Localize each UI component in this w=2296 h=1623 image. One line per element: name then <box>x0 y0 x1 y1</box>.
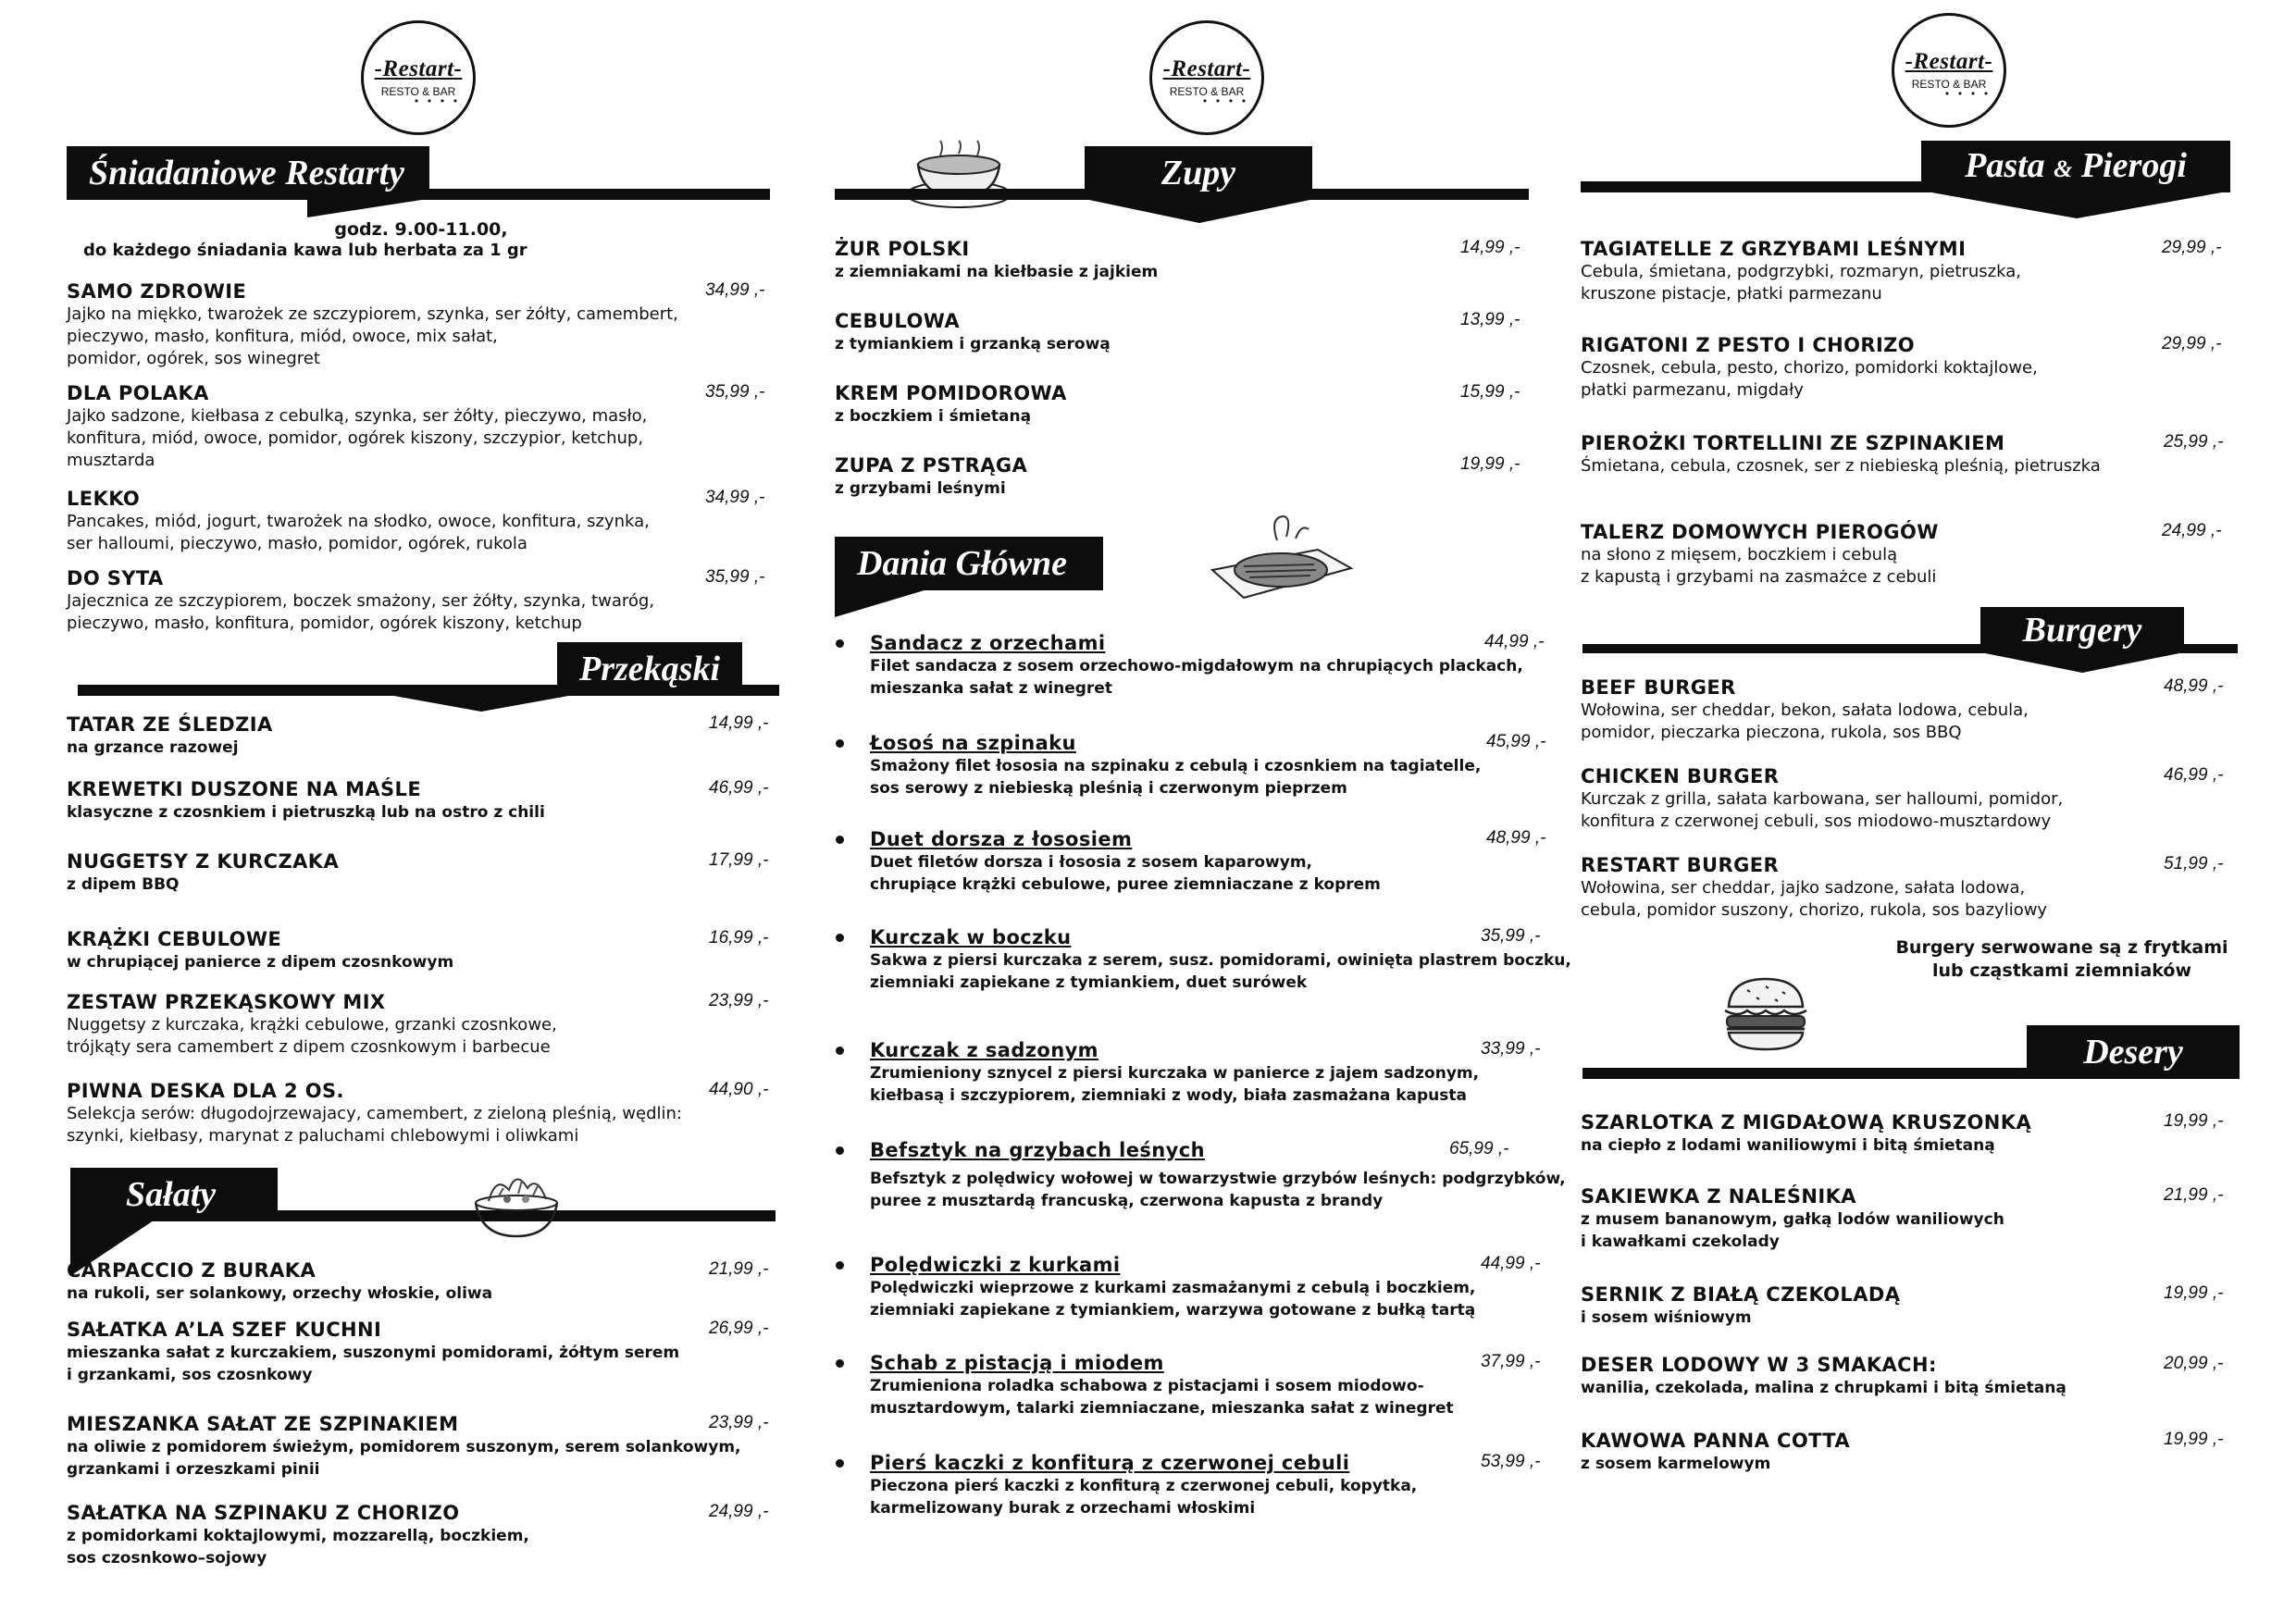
item-price: 35,99 ,- <box>705 567 765 587</box>
menu-item <box>67 1501 770 1569</box>
menu-item <box>870 925 1573 994</box>
item-price: 51,99 ,- <box>2164 854 2224 873</box>
menu-item <box>870 827 1573 896</box>
section-title-starters: Przekąski <box>557 642 742 696</box>
menu-item <box>1581 1353 2284 1399</box>
menu-item <box>67 1412 770 1481</box>
item-price: 44,90 ,- <box>709 1080 769 1099</box>
item-description: Wołowina, ser cheddar, jajko sadzone, sałata lodowa, cebula, pomidor suszony, chorizo, rukola, sos bazyliowy <box>1581 878 2048 920</box>
item-price: 34,99 ,- <box>705 488 765 507</box>
item-description: z dipem BBQ <box>67 875 180 894</box>
item-description: Filet sandacza z sosem orzechowo-migdałowym na chrupiących plackach, mieszanka sałat z winegret <box>870 657 1523 698</box>
item-description: Jajecznica ze szczypiorem, boczek smażony, ser żółty, szynka, twaróg, pieczywo, masło, konfitura, pomidor, ogórek kiszony, ketchup <box>67 591 655 633</box>
item-name: Kurczak z sadzonym <box>870 1039 1098 1061</box>
item-description: Jajko na miękko, twarożek ze szczypiorem, szynka, ser żółty, camembert, pieczywo, masło, konfitura, miód, owoce, mix sałat, pomidor, ogórek, sos winegret <box>67 304 678 368</box>
item-description: Czosnek, cebula, pesto, chorizo, pomidorki koktajlowe, płatki parmezanu, migdały <box>1581 358 2038 400</box>
item-name: TATAR ZE ŚLEDZIA <box>67 713 273 736</box>
logo-subtitle: RESTO & BAR <box>1911 78 1987 91</box>
section-header-mains <box>835 537 1112 601</box>
breakfast-hours: godz. 9.00-11.00, <box>334 219 508 240</box>
item-description: Jajko sadzone, kiełbasa z cebulką, szynka, ser żółty, pieczywo, masło, konfitura, miód, owoce, pomidor, ogórek kiszony, szczypior, ketchup, musztarda <box>67 406 648 470</box>
menu-item <box>1581 333 2284 402</box>
item-price: 53,99 ,- <box>1481 1452 1541 1471</box>
item-description: Pancakes, miód, jogurt, twarożek na słodko, owoce, konfitura, szynka, ser halloumi, pieczywo, masło, pomidor, ogórek, rukola <box>67 512 650 553</box>
section-title-soups: Zupy <box>1085 146 1312 200</box>
item-price: 23,99 ,- <box>709 991 769 1010</box>
item-name: SAŁATKA NA SZPINAKU Z CHORIZO <box>67 1502 460 1524</box>
item-price: 45,99 ,- <box>1486 732 1546 751</box>
section-title-burgers: Burgery <box>1980 607 2184 653</box>
item-price: 65,99 ,- <box>1449 1139 1509 1158</box>
item-name: ZUPA Z PSTRĄGA <box>835 454 1028 477</box>
item-price: 48,99 ,- <box>1486 828 1546 848</box>
section-title-pasta <box>1921 141 2230 191</box>
item-price: 33,99 ,- <box>1481 1039 1541 1059</box>
item-description: z tymiankiem i grzanką serową <box>835 335 1111 353</box>
item-description: klasyczne z czosnkiem i pietruszką lub na ostro z chili <box>67 803 545 822</box>
item-price: 21,99 ,- <box>2164 1185 2224 1205</box>
item-name: Befsztyk na grzybach leśnych <box>870 1139 1205 1161</box>
column-right <box>1581 0 2296 1623</box>
item-price: 20,99 ,- <box>2164 1354 2224 1373</box>
item-price: 26,99 ,- <box>709 1319 769 1338</box>
item-price: 19,99 ,- <box>2164 1430 2224 1449</box>
item-description: w chrupiącej panierce z dipem czosnkowym <box>67 953 454 972</box>
item-price: 16,99 ,- <box>709 928 769 948</box>
menu-item <box>1581 1110 2284 1157</box>
section-title-mains: Dania Główne <box>835 537 1103 590</box>
item-price: 19,99 ,- <box>2164 1283 2224 1303</box>
logo-subtitle: RESTO & BAR <box>380 85 456 98</box>
item-description: mieszanka sałat z kurczakiem, suszonymi pomidorami, żółtym serem i grzankami, sos czosnkowy <box>67 1344 680 1384</box>
item-price: 35,99 ,- <box>1481 926 1541 946</box>
item-price: 46,99 ,- <box>2164 765 2224 785</box>
item-price: 44,99 ,- <box>1481 1254 1541 1273</box>
item-price: 19,99 ,- <box>2164 1111 2224 1131</box>
item-name: LEKKO <box>67 488 141 510</box>
item-name: CARPACCIO Z BURAKA <box>67 1259 316 1282</box>
item-name: Łosoś na szpinaku <box>870 732 1076 754</box>
menu-item <box>67 927 770 973</box>
menu-item <box>835 237 1538 283</box>
column-left <box>67 0 788 1623</box>
item-name: PIEROŻKI TORTELLINI ZE SZPINAKIEM <box>1581 432 2005 454</box>
section-header-desserts <box>1582 1025 2240 1090</box>
item-description: z musem bananowym, gałką lodów waniliowych i kawałkami czekolady <box>1581 1210 2004 1251</box>
item-price: 35,99 ,- <box>705 382 765 402</box>
item-price: 24,99 ,- <box>709 1502 769 1521</box>
item-price: 13,99 ,- <box>1460 310 1520 329</box>
restaurant-logo <box>1892 13 2006 128</box>
item-description: z ziemniakami na kiełbasie z jajkiem <box>835 263 1159 281</box>
item-name: TALERZ DOMOWYCH PIEROGÓW <box>1581 521 1939 543</box>
item-description: Smażony filet łososia na szpinaku z cebulą i czosnkiem na tagiatelle, sos serowy z niebieską pleśnią i czerwonym pieprzem <box>870 757 1482 798</box>
logo-dots: • • • • <box>413 95 461 107</box>
logo-dots: • • • • <box>1201 95 1249 107</box>
item-price: 24,99 ,- <box>2162 521 2222 540</box>
item-description: Sakwa z piersi kurczaka z serem, susz. pomidorami, owinięta plastrem boczku, ziemniaki zapiekane z tymiankiem, duet surówek <box>870 951 1571 992</box>
pasta-title-amp: & <box>2054 155 2073 182</box>
menu-item <box>67 1079 770 1147</box>
item-price: 29,99 ,- <box>2162 334 2222 353</box>
item-name: DLA POLAKA <box>67 382 209 404</box>
menu-item <box>67 381 770 472</box>
section-header-soups <box>835 146 1529 211</box>
item-description: z grzybami leśnymi <box>835 479 1006 498</box>
item-name: SZARLOTKA Z MIGDAŁOWĄ KRUSZONKĄ <box>1581 1111 2032 1134</box>
item-description: Kurczak z grilla, sałata karbowana, ser halloumi, pomidor, konfitura z czerwonej cebuli, sos miodowo-musztardowy <box>1581 789 2064 831</box>
item-name: KRĄŻKI CEBULOWE <box>67 928 282 950</box>
item-name: KAWOWA PANNA COTTA <box>1581 1430 1851 1452</box>
item-name: RESTART BURGER <box>1581 854 1780 876</box>
item-name: Polędwiczki z kurkami <box>870 1254 1121 1276</box>
item-name: KREM POMIDOROWA <box>835 382 1067 404</box>
steak-plate-icon <box>1207 513 1355 605</box>
menu-item <box>870 731 1573 799</box>
item-name: DO SYTA <box>67 567 164 589</box>
section-header-pasta <box>1581 141 2230 205</box>
item-name: Pierś kaczki z konfiturą z czerwonej cebuli <box>870 1452 1350 1474</box>
item-name: MIESZANKA SAŁAT ZE SZPINAKIEM <box>67 1413 459 1435</box>
item-description: Zrumieniona roladka schabowa z pistacjami i sosem miodowo- musztardowym, talarki ziemniaczane, mieszanka sałat z winegret <box>870 1377 1454 1418</box>
item-description: Zrumieniony sznycel z piersi kurczaka w panierce z jajem sadzonym, kiełbasą i szczypiorem, ziemniaki z wody, biała zasmażana kapusta <box>870 1064 1480 1105</box>
menu-item <box>870 1038 1573 1107</box>
menu-item <box>67 712 770 759</box>
item-description: na rukoli, ser solankowy, orzechy włoskie, oliwa <box>67 1284 493 1303</box>
item-price: 34,99 ,- <box>705 280 765 300</box>
item-price: 17,99 ,- <box>709 850 769 870</box>
item-price: 23,99 ,- <box>709 1413 769 1432</box>
menu-item <box>67 1258 770 1305</box>
item-price: 37,99 ,- <box>1481 1352 1541 1371</box>
item-price: 29,99 ,- <box>2162 238 2222 257</box>
pasta-title-a: Pasta <box>1965 146 2045 185</box>
menu-item <box>870 631 1573 700</box>
item-price: 48,99 ,- <box>2164 676 2224 696</box>
menu-item <box>67 777 770 824</box>
item-name: CEBULOWA <box>835 310 960 332</box>
menu-item <box>1581 1184 2284 1253</box>
item-price: 44,99 ,- <box>1484 632 1545 651</box>
item-price: 21,99 ,- <box>709 1259 769 1279</box>
item-name: TAGIATELLE Z GRZYBAMI LEŚNYMI <box>1581 238 1967 260</box>
item-description: i sosem wiśniowym <box>1581 1308 1752 1327</box>
menu-item <box>835 309 1538 355</box>
section-title-breakfast: Śniadaniowe Restarty <box>67 146 429 200</box>
logo-dots: • • • • <box>1943 88 1992 100</box>
menu-item <box>67 279 770 370</box>
item-description: na ciepło z lodami waniliowymi i bitą śmietaną <box>1581 1136 1995 1155</box>
item-name: SAKIEWKA Z NALEŚNIKA <box>1581 1185 1856 1208</box>
item-name: Kurczak w boczku <box>870 926 1072 948</box>
item-name: Sandacz z orzechami <box>870 632 1106 654</box>
item-name: PIWNA DESKA DLA 2 OS. <box>67 1080 344 1102</box>
breakfast-note: do każdego śniadania kawa lub herbata za 1 gr <box>83 241 527 260</box>
section-title-salads: Sałaty <box>70 1168 278 1221</box>
menu-item <box>1581 1429 2284 1475</box>
item-name: RIGATONI Z PESTO I CHORIZO <box>1581 334 1916 356</box>
item-name: CHICKEN BURGER <box>1581 765 1780 787</box>
item-name: SERNIK Z BIAŁĄ CZEKOLADĄ <box>1581 1283 1901 1306</box>
menu-item <box>1581 431 2284 477</box>
item-description: z boczkiem i śmietaną <box>835 407 1032 426</box>
column-middle <box>835 0 1571 1623</box>
menu-item <box>835 381 1538 427</box>
restaurant-logo <box>1149 20 1264 135</box>
item-description: Duet filetów dorsza i łososia z sosem kaparowym, chrupiące krążki cebulowe, puree ziemniaczane z koprem <box>870 853 1381 894</box>
menu-item <box>67 1318 770 1386</box>
item-description: Cebula, śmietana, podgrzybki, rozmaryn, pietruszka, kruszone pistacje, płatki parmezanu <box>1581 262 2021 304</box>
menu-item <box>870 1451 1573 1519</box>
menu-item <box>67 487 770 555</box>
logo-brand: -Restart- <box>1162 56 1251 81</box>
section-title-desserts: Desery <box>2027 1025 2240 1079</box>
logo-brand: -Restart- <box>374 56 463 81</box>
menu-item <box>870 1351 1573 1419</box>
item-price: 46,99 ,- <box>709 778 769 798</box>
item-description: Śmietana, cebula, czosnek, ser z niebieską pleśnią, pietruszka <box>1581 456 2101 476</box>
menu-item <box>1581 520 2284 588</box>
item-description: Befsztyk z polędwicy wołowej w towarzystwie grzybów leśnych: podgrzybków, puree z musztardą francuską, czerwona kapusta z brandy <box>870 1170 1566 1210</box>
item-name: ŻUR POLSKI <box>835 238 970 260</box>
logo-subtitle: RESTO & BAR <box>1169 85 1245 98</box>
item-name: SAMO ZDROWIE <box>67 280 247 303</box>
item-name: BEEF BURGER <box>1581 676 1736 699</box>
menu-item <box>67 990 770 1059</box>
item-description: na grzance razowej <box>67 738 239 757</box>
menu-item <box>1581 237 2284 305</box>
item-description: Nuggetsy z kurczaka, krążki cebulowe, grzanki czosnkowe, trójkąty sera camembert z dipem czosnkowym i barbecue <box>67 1015 557 1057</box>
item-name: Duet dorsza z łososiem <box>870 828 1133 850</box>
item-price: 25,99 ,- <box>2164 432 2224 452</box>
item-description: na słono z mięsem, boczkiem i cebulą z kapustą i grzybami na zasmażce z cebuli <box>1581 545 1937 587</box>
menu-item <box>1581 853 2284 922</box>
section-header-starters <box>78 642 779 707</box>
item-name: Schab z pistacją i miodem <box>870 1352 1164 1374</box>
restaurant-logo <box>361 20 476 135</box>
item-description: Selekcja serów: długodojrzewajacy, camembert, z zieloną pleśnią, wędlin: szynki, kiełbasy, marynat z paluchami chlebowymi i oliwkami <box>67 1104 682 1146</box>
section-header-breakfast <box>67 146 770 211</box>
item-price: 14,99 ,- <box>709 713 769 733</box>
menu-item <box>67 849 770 896</box>
pasta-title-b: Pierogi <box>2080 146 2187 185</box>
menu-item <box>835 453 1538 500</box>
item-description: Polędwiczki wieprzowe z kurkami zasmażanymi z cebulą i boczkiem, ziemniaki zapiekane z tymiankiem, warzywa gotowane z bułką tartą <box>870 1279 1476 1319</box>
item-description: z sosem karmelowym <box>1581 1455 1771 1473</box>
menu-item <box>1581 675 2284 744</box>
menu-item <box>67 566 770 635</box>
menu-item <box>1581 1282 2284 1329</box>
item-name: DESER LODOWY W 3 SMAKACH: <box>1581 1354 1937 1376</box>
salad-bowl-icon <box>472 1166 561 1240</box>
item-price: 19,99 ,- <box>1460 454 1520 474</box>
menu-item <box>870 1138 1573 1212</box>
item-description: na oliwie z pomidorem świeżym, pomidorem suszonym, serem solankowym, grzankami i orzeszkami pinii <box>67 1438 741 1479</box>
burgers-note: Burgery serwowane są z frytkami lub cząstkami ziemniaków <box>1895 937 2228 981</box>
menu-item <box>870 1253 1573 1321</box>
item-price: 15,99 ,- <box>1460 382 1520 402</box>
item-description: Wołowina, ser cheddar, bekon, sałata lodowa, cebula, pomidor, pieczarka pieczona, rukola, sos BBQ <box>1581 700 2029 742</box>
item-price: 14,99 ,- <box>1460 238 1520 257</box>
item-name: ZESTAW PRZEKĄSKOWY MIX <box>67 991 386 1013</box>
menu-item <box>1581 764 2284 833</box>
section-header-burgers <box>1582 607 2238 672</box>
logo-brand: -Restart- <box>1905 49 1993 74</box>
item-name: SAŁATKA A’LA SZEF KUCHNI <box>67 1319 382 1341</box>
item-description: wanilia, czekolada, malina z chrupkami i bitą śmietaną <box>1581 1379 2066 1397</box>
item-description: Pieczona pierś kaczki z konfiturą z czerwonej cebuli, kopytka, karmelizowany burak z orzechami włoskimi <box>870 1477 1418 1518</box>
item-name: KREWETKI DUSZONE NA MAŚLE <box>67 778 422 800</box>
item-description: z pomidorkami koktajlowymi, mozzarellą, boczkiem, sos czosnkowo–sojowy <box>67 1527 529 1567</box>
section-header-salads <box>70 1168 776 1233</box>
item-name: NUGGETSY Z KURCZAKA <box>67 850 340 873</box>
